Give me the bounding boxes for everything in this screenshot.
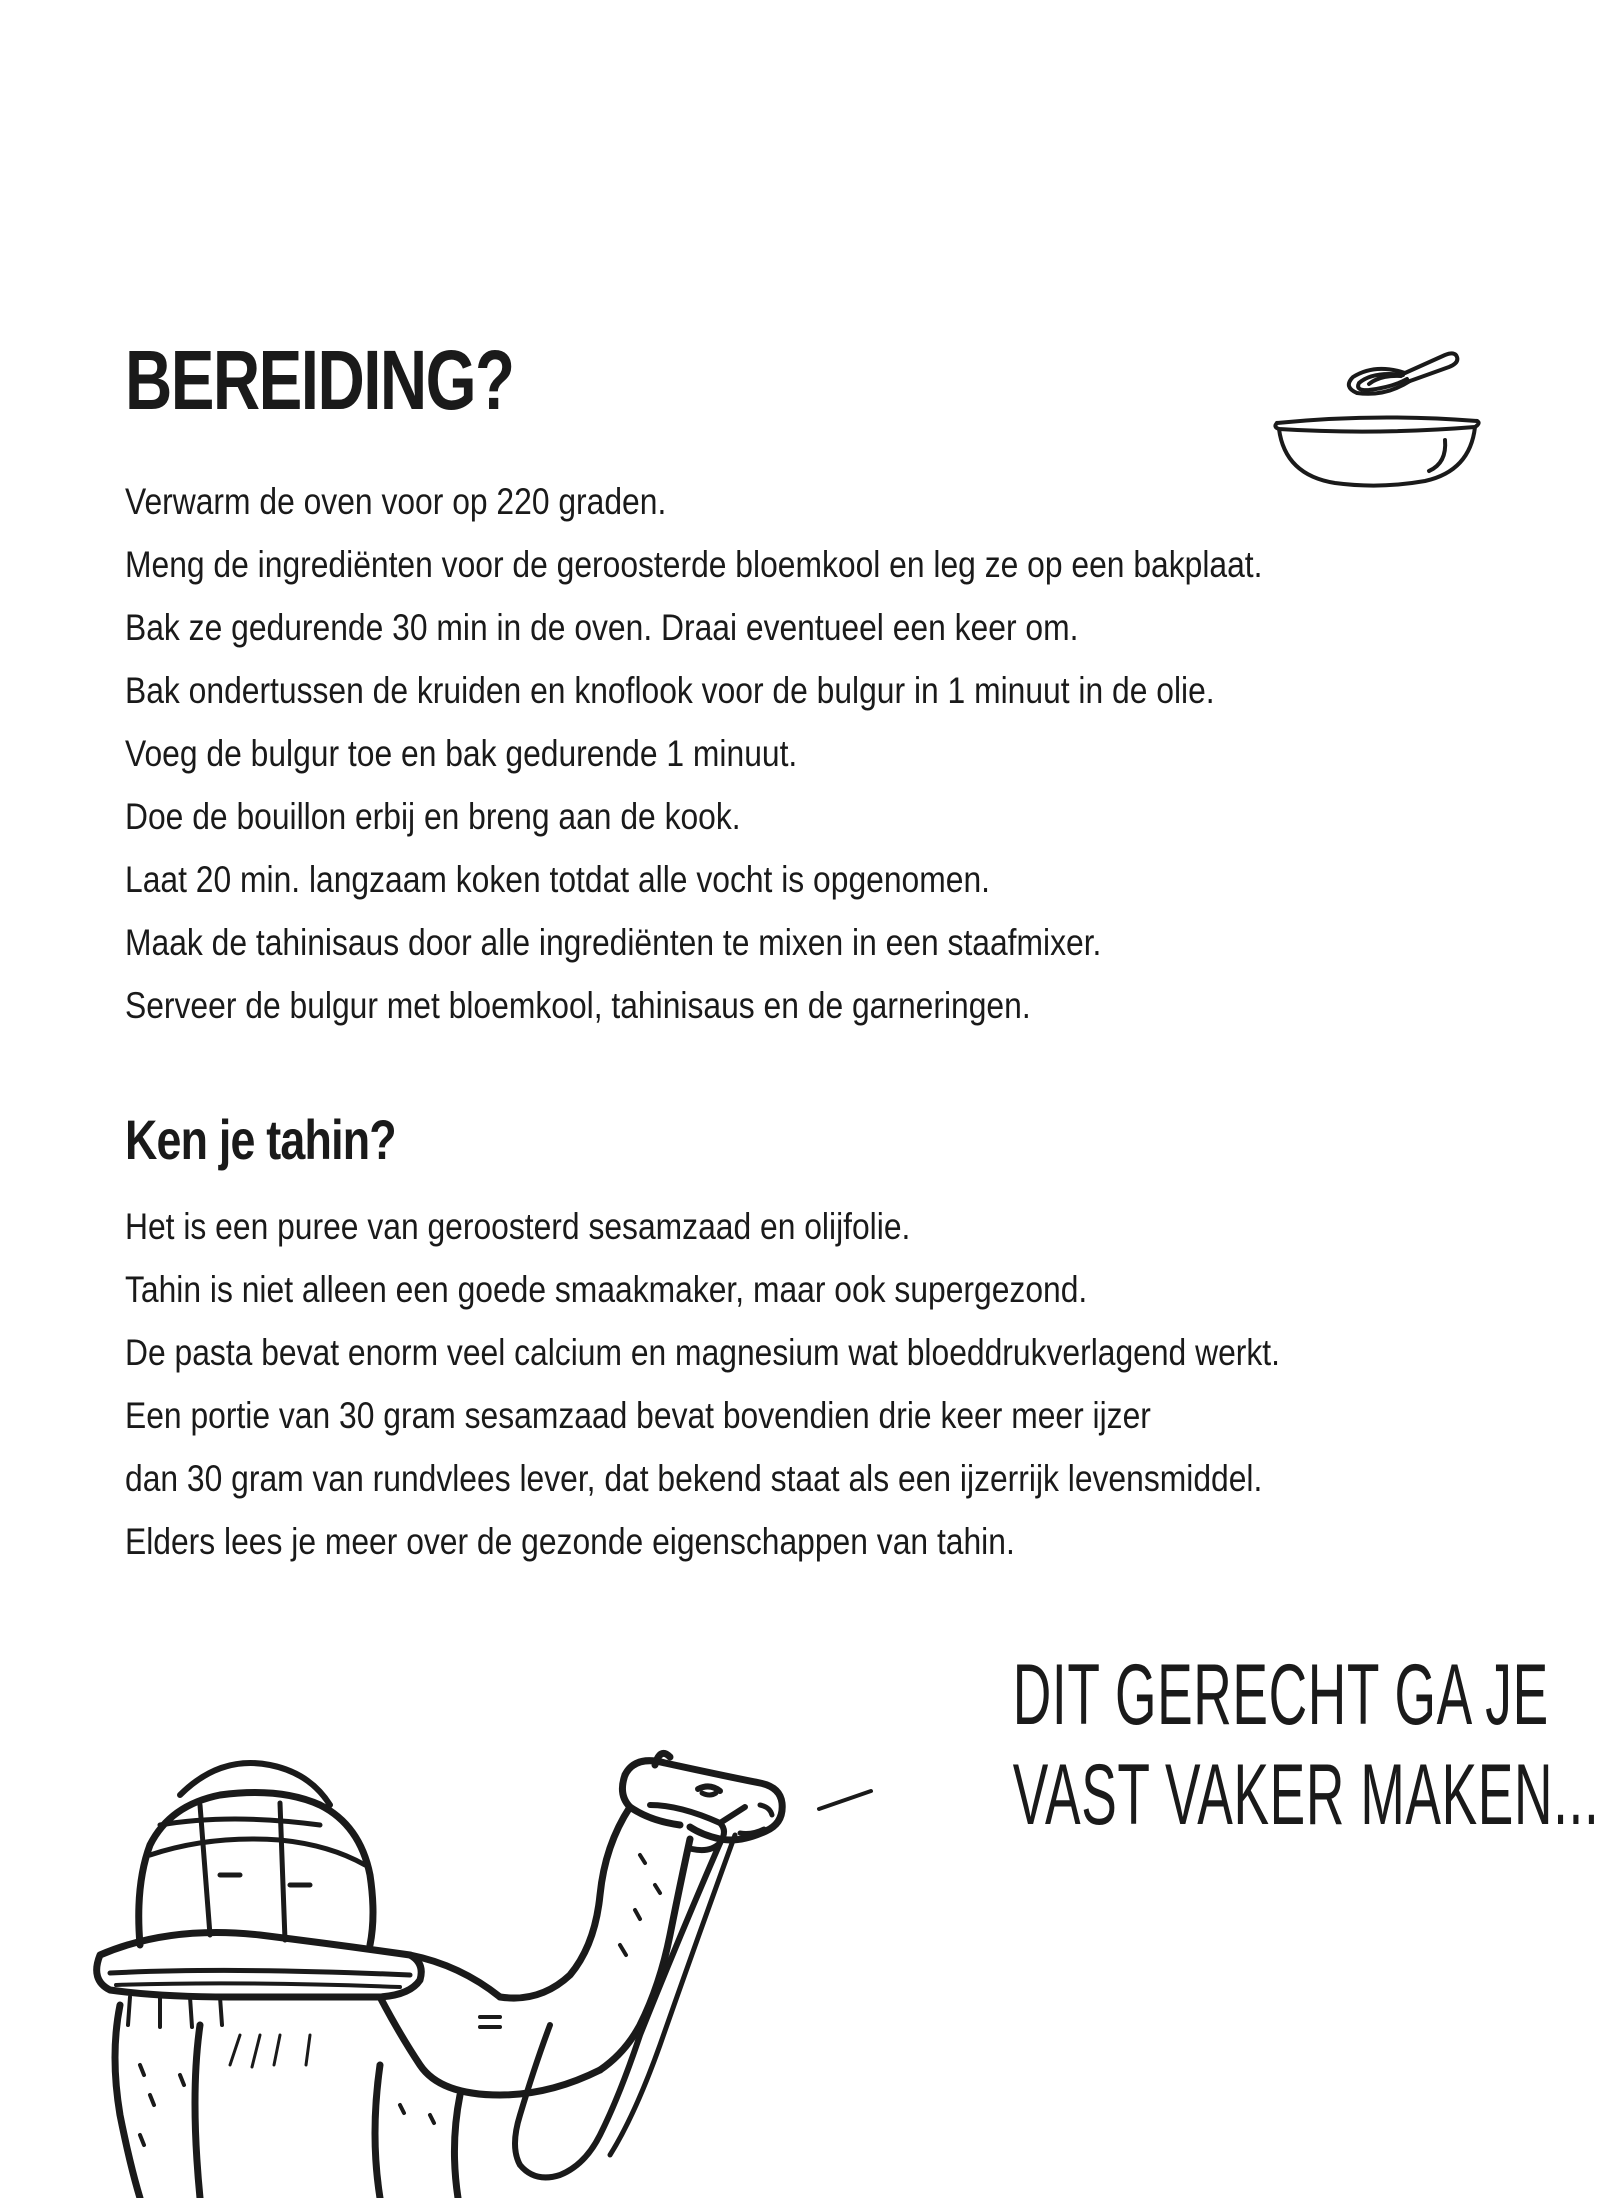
quote-line-1: DIT GERECHT GA JE [1012, 1647, 1549, 1743]
camel-icon [80, 1735, 800, 2198]
preparation-title: BEREIDING? [125, 333, 514, 427]
fact-line: Een portie van 30 gram sesamzaad bevat bovendien drie keer meer ijzer [125, 1395, 1151, 1436]
fact-line: dan 30 gram van rundvlees lever, dat bekend staat als een ijzerrijk levensmiddel. [125, 1458, 1263, 1499]
fact-line: Het is een puree van geroosterd sesamzaad en olijfolie. [125, 1206, 911, 1247]
fact-line: De pasta bevat enorm veel calcium en magnesium wat bloeddrukverlagend werkt. [125, 1332, 1280, 1373]
tahin-title: Ken je tahin? [125, 1108, 396, 1171]
preparation-steps [125, 470, 1448, 1037]
step-line: Doe de bouillon erbij en breng aan de kook. [125, 796, 741, 837]
step-line: Bak ondertussen de kruiden en knoflook voor de bulgur in 1 minuut in de olie. [125, 670, 1215, 711]
tahin-facts [125, 1195, 1468, 1573]
step-line: Voeg de bulgur toe en bak gedurende 1 minuut. [125, 733, 798, 774]
step-line: Meng de ingrediënten voor de geroosterde bloemkool en leg ze op een bakplaat. [125, 544, 1263, 585]
step-line: Laat 20 min. langzaam koken totdat alle vocht is opgenomen. [125, 859, 990, 900]
step-line: Verwarm de oven voor op 220 graden. [125, 481, 667, 522]
speech-dash-icon [815, 1785, 875, 1815]
step-line: Bak ze gedurende 30 min in de oven. Draai eventueel een keer om. [125, 607, 1079, 648]
step-line: Serveer de bulgur met bloemkool, tahinisaus en de garneringen. [125, 985, 1031, 1026]
quote-line-2: VAST VAKER MAKEN... [1012, 1747, 1600, 1843]
quote-text [895, 1645, 1600, 1845]
step-line: Maak de tahinisaus door alle ingrediënten te mixen in een staafmixer. [125, 922, 1102, 963]
fact-line: Tahin is niet alleen een goede smaakmaker, maar ook supergezond. [125, 1269, 1088, 1310]
fact-line: Elders lees je meer over de gezonde eigenschappen van tahin. [125, 1521, 1015, 1562]
